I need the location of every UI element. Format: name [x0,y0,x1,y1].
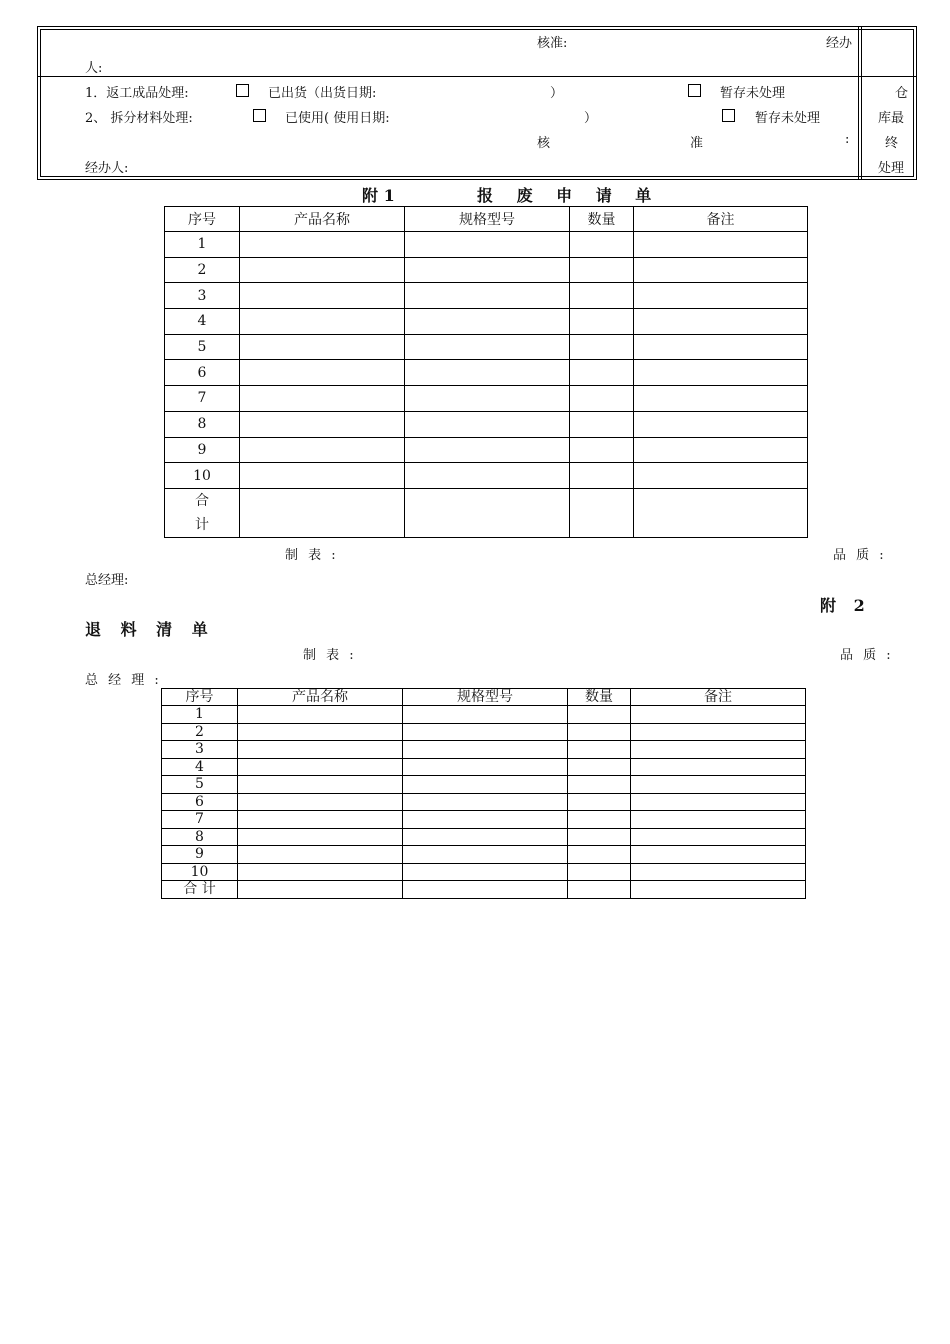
table-row [165,257,808,283]
remarks-cell[interactable] [631,776,806,794]
column-header-product-name: 产品名称 [240,207,405,232]
spec-model-cell[interactable] [403,863,568,881]
product-name-cell[interactable] [240,386,405,412]
table-row [162,793,806,811]
table-row [162,828,806,846]
spec-model-cell[interactable] [403,793,568,811]
quantity-cell[interactable] [570,360,634,386]
quantity-cell[interactable] [568,846,631,864]
spec-model-cell[interactable] [403,828,568,846]
row-index: 10 [165,463,240,489]
appendix2-quality: 品 质 : [840,648,894,663]
table-row [165,232,808,258]
quantity-cell[interactable] [568,828,631,846]
total-remarks-cell[interactable] [634,488,808,537]
product-name-cell[interactable] [240,232,405,258]
product-name-cell[interactable] [238,828,403,846]
side-label-line1: 仓 [895,86,909,101]
remarks-cell[interactable] [634,232,808,258]
row-index: 7 [162,811,238,829]
remarks-cell[interactable] [634,437,808,463]
spec-model-cell[interactable] [403,706,568,724]
item1-shipped-checkbox[interactable] [236,84,249,97]
item1-pending-checkbox[interactable] [688,84,701,97]
table-row [165,309,808,335]
total-quantity-cell[interactable] [568,881,631,899]
item2-close-paren: ） [584,111,598,126]
quantity-cell[interactable] [570,386,634,412]
row-index: 5 [165,334,240,360]
disposal-box [37,26,917,180]
column-header-index: 序号 [165,207,240,232]
remarks-cell[interactable] [631,793,806,811]
product-name-cell[interactable] [238,758,403,776]
approve-spread-char2: 准 [690,136,704,151]
table-row [162,723,806,741]
spec-model-cell[interactable] [405,334,570,360]
spec-model-cell[interactable] [405,232,570,258]
quantity-cell[interactable] [570,232,634,258]
column-header-remarks: 备注 [631,689,806,706]
disposal-box-side-divider [858,26,862,180]
product-name-cell[interactable] [238,776,403,794]
side-label-line3: 终 [885,136,899,151]
handler-label: 经办人: [85,161,129,176]
product-name-cell[interactable] [240,309,405,335]
table-row [165,360,808,386]
quantity-cell[interactable] [568,758,631,776]
quantity-cell[interactable] [568,706,631,724]
table-row [162,811,806,829]
product-name-cell[interactable] [238,846,403,864]
total-spec-model-cell[interactable] [403,881,568,899]
spec-model-cell[interactable] [405,309,570,335]
appendix2-prefix: 附 2 [820,596,871,615]
remarks-cell[interactable] [634,334,808,360]
appendix2-title: 退 料 清 单 [85,620,215,639]
spec-model-cell[interactable] [405,463,570,489]
remarks-cell[interactable] [631,846,806,864]
item1-close-paren: ） [550,86,564,101]
item2-prefix: 2、 拆分材料处理: [85,111,193,126]
product-name-cell[interactable] [240,411,405,437]
appendix1-title: 报 废 申 请 单 [477,186,661,205]
appendix2-made-by: 制 表 : [303,648,357,663]
spec-model-cell[interactable] [403,723,568,741]
table-row [165,437,808,463]
disposal-box-divider [38,76,916,77]
table-row [162,758,806,776]
product-name-cell[interactable] [238,793,403,811]
item1-prefix: 1．返工成品处理: [85,86,189,101]
row-index: 8 [165,411,240,437]
remarks-cell[interactable] [631,723,806,741]
row-index: 10 [162,863,238,881]
row-index: 9 [162,846,238,864]
remarks-cell[interactable] [631,758,806,776]
row-index: 7 [165,386,240,412]
appendix1-made-by: 制 表 : [285,548,339,563]
item2-pending-checkbox[interactable] [722,109,735,122]
scrap-table [164,206,808,538]
total-label: 合 计 [162,881,238,899]
table-row [165,334,808,360]
column-header-spec-model: 规格型号 [405,207,570,232]
column-header-remarks: 备注 [634,207,808,232]
table-row [162,741,806,759]
spec-model-cell[interactable] [405,437,570,463]
spec-model-cell[interactable] [405,360,570,386]
quantity-cell[interactable] [568,863,631,881]
approve-label: 核准: [537,36,568,51]
appendix1-general-manager: 总经理: [85,573,129,588]
quantity-cell[interactable] [570,309,634,335]
remarks-cell[interactable] [631,863,806,881]
total-label-char1: 合 [195,492,209,509]
product-name-cell[interactable] [240,283,405,309]
total-label [165,488,240,537]
table-row [165,411,808,437]
remarks-cell[interactable] [631,811,806,829]
remarks-cell[interactable] [634,283,808,309]
total-remarks-cell[interactable] [631,881,806,899]
row-index: 1 [165,232,240,258]
column-header-spec-model: 规格型号 [403,689,568,706]
spec-model-cell[interactable] [403,846,568,864]
total-row [162,881,806,899]
table-row [162,846,806,864]
appendix1-quality: 品 质 : [833,548,887,563]
appendix2-general-manager: 总 经 理 : [85,673,162,688]
table-row [162,706,806,724]
row-index: 3 [165,283,240,309]
row-index: 2 [162,723,238,741]
product-name-cell[interactable] [238,811,403,829]
product-name-cell[interactable] [240,334,405,360]
total-quantity-cell[interactable] [570,488,634,537]
return-table [161,688,806,899]
row-index: 1 [162,706,238,724]
item2-pending-label: 暂存未处理 [755,111,821,126]
handler-label-part2: 人: [85,61,103,76]
quantity-cell[interactable] [570,411,634,437]
appendix1-prefix: 附 1 [362,186,395,205]
spec-model-cell[interactable] [403,811,568,829]
table-row [165,463,808,489]
spec-model-cell[interactable] [403,741,568,759]
row-index: 6 [162,793,238,811]
quantity-cell[interactable] [568,741,631,759]
product-name-cell[interactable] [240,437,405,463]
table-header-row [162,689,806,706]
product-name-cell[interactable] [238,723,403,741]
remarks-cell[interactable] [634,309,808,335]
total-product-name-cell[interactable] [240,488,405,537]
quantity-cell[interactable] [568,811,631,829]
spec-model-cell[interactable] [405,257,570,283]
row-index: 5 [162,776,238,794]
column-header-product-name: 产品名称 [238,689,403,706]
row-index: 4 [165,309,240,335]
item1-pending-label: 暂存未处理 [720,86,786,101]
row-index: 4 [162,758,238,776]
row-index: 6 [165,360,240,386]
quantity-cell[interactable] [568,776,631,794]
side-label-line2: 库最 [878,111,905,126]
table-row [165,386,808,412]
quantity-cell[interactable] [570,334,634,360]
product-name-cell[interactable] [238,706,403,724]
row-index: 9 [165,437,240,463]
total-label-char2: 计 [195,516,209,533]
column-header-quantity: 数量 [568,689,631,706]
side-label-line4: 处理 [878,161,905,176]
quantity-cell[interactable] [570,283,634,309]
item2-used-checkbox[interactable] [253,109,266,122]
product-name-cell[interactable] [240,463,405,489]
table-row [162,863,806,881]
column-header-quantity: 数量 [570,207,634,232]
total-row [165,488,808,537]
quantity-cell[interactable] [568,723,631,741]
product-name-cell[interactable] [240,257,405,283]
remarks-cell[interactable] [631,706,806,724]
item2-used-label: 已使用( 使用日期: [285,111,390,126]
spec-model-cell[interactable] [405,386,570,412]
spec-model-cell[interactable] [405,283,570,309]
table-row [165,283,808,309]
product-name-cell[interactable] [240,360,405,386]
total-product-name-cell[interactable] [238,881,403,899]
spec-model-cell[interactable] [403,776,568,794]
remarks-cell[interactable] [631,828,806,846]
product-name-cell[interactable] [238,863,403,881]
row-index: 8 [162,828,238,846]
approve-spread-char1: 核 [537,136,551,151]
table-header-row [165,207,808,232]
item1-shipped-label: 已出货（出货日期: [268,86,377,101]
quantity-cell[interactable] [570,463,634,489]
total-spec-model-cell[interactable] [405,488,570,537]
remarks-cell[interactable] [634,386,808,412]
quantity-cell[interactable] [570,437,634,463]
spec-model-cell[interactable] [403,758,568,776]
remarks-cell[interactable] [634,360,808,386]
row-index: 2 [165,257,240,283]
approve-spread-char3: : [845,132,850,147]
remarks-cell[interactable] [631,741,806,759]
spec-model-cell[interactable] [405,411,570,437]
row-index: 3 [162,741,238,759]
remarks-cell[interactable] [634,257,808,283]
quantity-cell[interactable] [568,793,631,811]
remarks-cell[interactable] [634,463,808,489]
product-name-cell[interactable] [238,741,403,759]
quantity-cell[interactable] [570,257,634,283]
table-row [162,776,806,794]
remarks-cell[interactable] [634,411,808,437]
disposal-box-inner-border [40,29,914,177]
handler-label-part1: 经办 [826,36,853,51]
column-header-index: 序号 [162,689,238,706]
